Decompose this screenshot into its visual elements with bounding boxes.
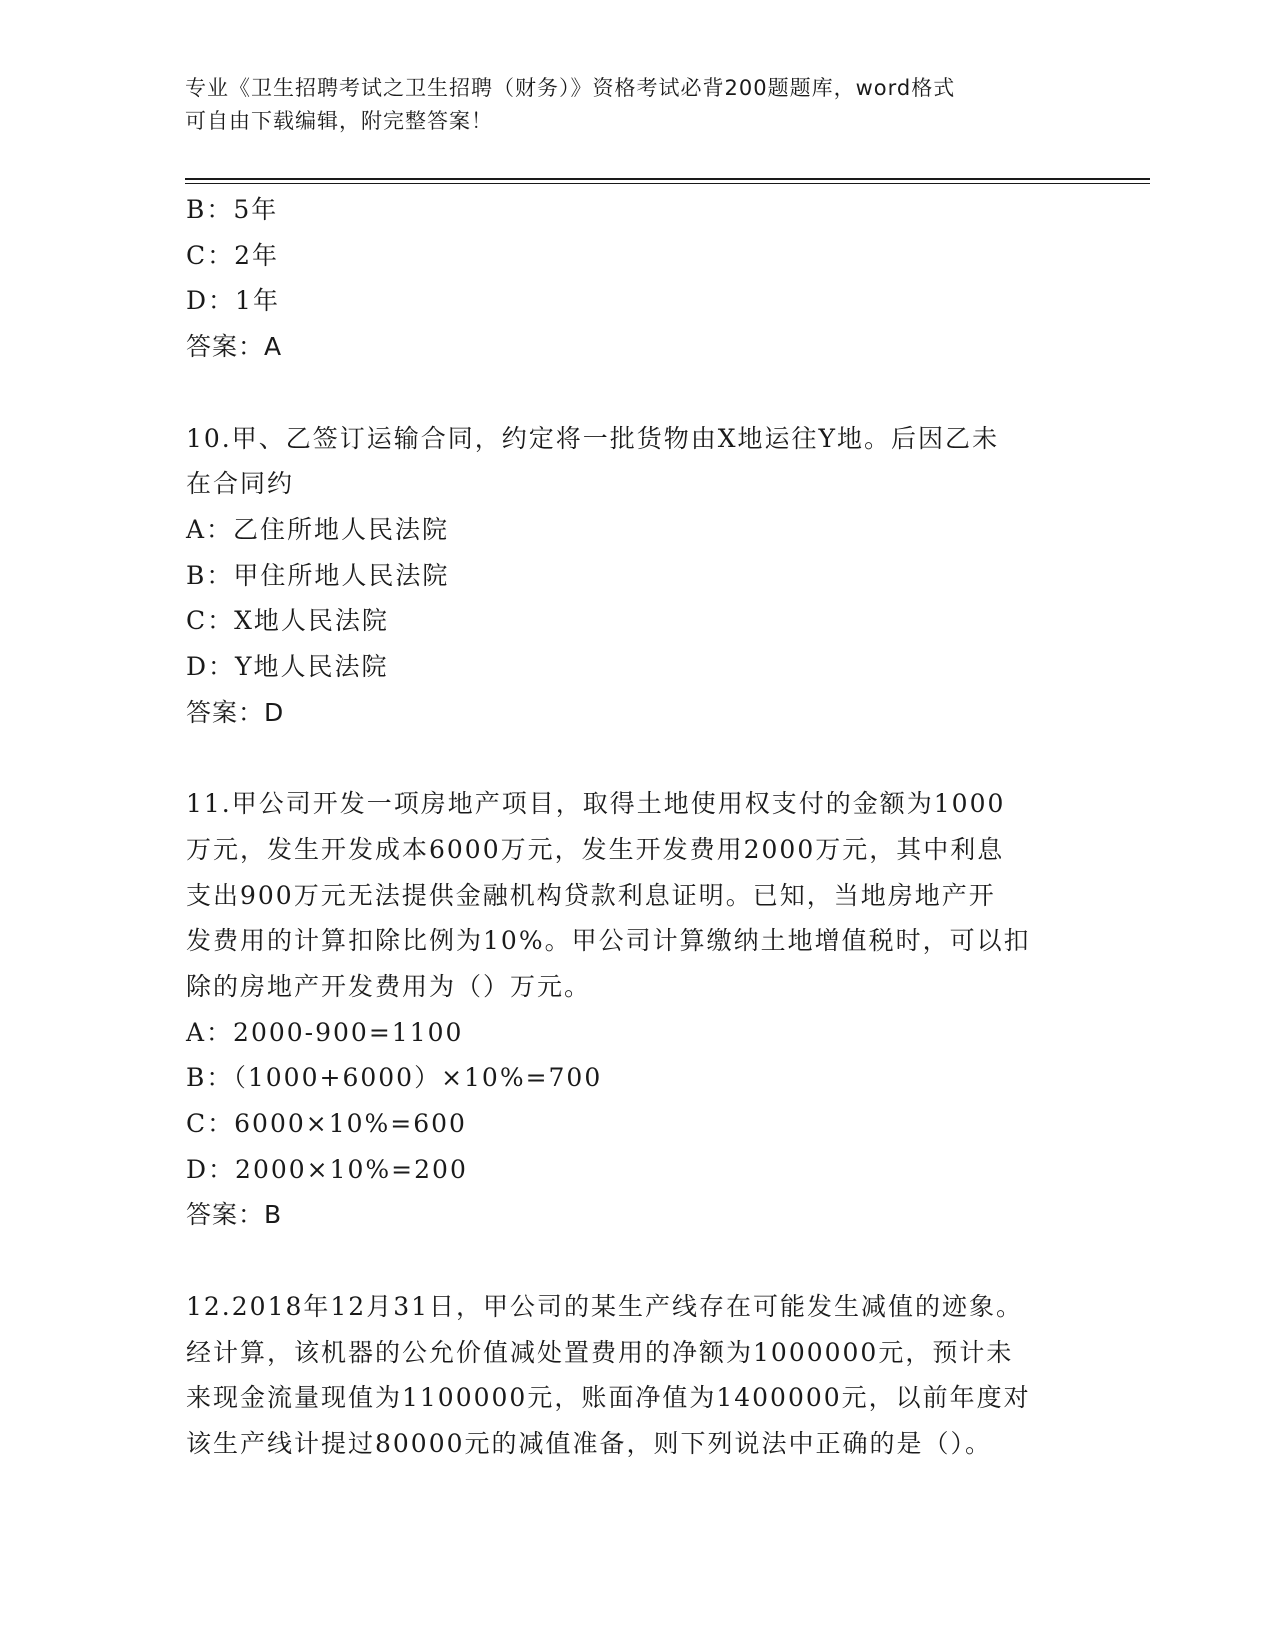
question-11-answer: 答案：B <box>186 1200 283 1230</box>
question-10-stem-line-1: 10.甲、乙签订运输合同，约定将一批货物由X地运往Y地。后因乙未 <box>186 423 1000 453</box>
question-11-stem-line-2: 万元，发生开发成本6000万元，发生开发费用2000万元，其中利息 <box>186 834 1005 864</box>
question-12 <box>186 1284 1091 1467</box>
header-divider-thin <box>185 183 1150 184</box>
question-11-option-d: D：2000×10%=200 <box>186 1154 468 1184</box>
question-10-option-a: A：乙住所地人民法院 <box>186 514 450 544</box>
question-10-stem-line-2: 在合同约 <box>186 469 295 499</box>
question-11 <box>186 781 1091 1238</box>
header-title-line-2: 可自由下载编辑，附完整答案！ <box>185 109 493 133</box>
question-10-option-d: D：Y地人民法院 <box>186 652 389 682</box>
question-10-option-c: C：X地人民法院 <box>186 606 389 636</box>
question-9-answer: 答案：A <box>186 332 283 362</box>
question-12-stem-line-3: 来现金流量现值为1100000元，账面净值为1400000元，以前年度对 <box>186 1383 1031 1413</box>
question-11-stem-line-1: 11.甲公司开发一项房地产项目，取得土地使用权支付的金额为1000 <box>186 789 1006 819</box>
question-9 <box>186 187 1091 370</box>
question-11-stem-line-3: 支出900万元无法提供金融机构贷款利息证明。已知，当地房地产开 <box>186 880 996 910</box>
question-12-stem-line-2: 经计算，该机器的公允价值减处置费用的净额为1000000元，预计未 <box>186 1337 1014 1367</box>
question-spacer <box>186 735 1091 781</box>
question-9-option-d: D：1年 <box>186 286 280 316</box>
question-10-option-b: B：甲住所地人民法院 <box>186 560 450 590</box>
question-content <box>186 187 1091 1467</box>
question-11-option-a: A：2000-900=1100 <box>186 1017 464 1047</box>
question-spacer <box>186 1238 1091 1284</box>
question-11-stem-line-5: 除的房地产开发费用为（）万元。 <box>186 971 592 1001</box>
question-11-option-c: C：6000×10%=600 <box>186 1109 467 1139</box>
question-12-stem-line-1: 12.2018年12月31日，甲公司的某生产线存在可能发生减值的迹象。 <box>186 1291 1024 1321</box>
header-title-line-1: 专业《卫生招聘考试之卫生招聘（财务）》资格考试必背200题题库，word格式 <box>185 76 956 100</box>
question-11-option-b: B：（1000+6000）×10%=700 <box>186 1063 603 1093</box>
header-divider-thick <box>185 178 1150 180</box>
question-9-option-b: B：5年 <box>186 195 279 224</box>
question-12-stem-line-4: 该生产线计提过80000元的减值准备，则下列说法中正确的是（）。 <box>186 1428 993 1458</box>
question-spacer <box>186 370 1091 416</box>
question-10 <box>186 416 1091 736</box>
question-10-answer: 答案：D <box>186 697 285 727</box>
question-9-option-c: C：2年 <box>186 240 280 270</box>
document-header <box>185 72 1075 138</box>
question-11-stem-line-4: 发费用的计算扣除比例为10%。甲公司计算缴纳土地增值税时，可以扣 <box>186 926 1031 956</box>
